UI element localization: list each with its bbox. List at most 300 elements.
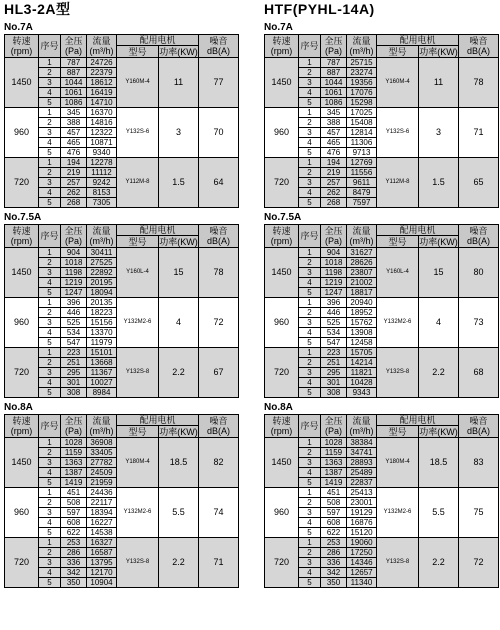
flow-cell: 20135	[87, 298, 117, 308]
noise-header-unit: dB(A)	[207, 236, 231, 246]
pressure-header-label: 全压	[64, 226, 83, 236]
seq-cell: 2	[39, 168, 61, 178]
flow-cell: 31627	[347, 248, 377, 258]
panel-title: HL3-2A型	[4, 1, 71, 17]
model-header-label: 型号	[388, 426, 407, 437]
pressure-cell: 1159	[61, 448, 87, 458]
pressure-cell: 301	[61, 378, 87, 388]
seq-header	[299, 225, 321, 248]
seq-cell: 2	[39, 448, 61, 458]
pressure-header-unit: (Pa)	[64, 46, 82, 56]
seq-cell: 4	[39, 568, 61, 578]
pressure-cell: 219	[61, 168, 87, 178]
motor-header-label: 配用电机	[139, 225, 176, 235]
speed-cell: 720	[265, 538, 299, 588]
speed-header-label: 转速	[272, 36, 291, 46]
seq-cell: 1	[39, 538, 61, 548]
seq-cell: 3	[299, 458, 321, 468]
seq-cell: 5	[39, 288, 61, 298]
speed-cell: 1450	[265, 438, 299, 488]
noise-cell: 83	[459, 438, 499, 488]
seq-cell: 1	[299, 158, 321, 168]
model-header	[377, 46, 419, 58]
model-cell: Y160L-4	[117, 248, 159, 298]
noise-cell: 71	[199, 538, 239, 588]
model-header-label: 型号	[128, 236, 147, 247]
flow-cell: 17025	[347, 108, 377, 118]
pressure-cell: 251	[321, 358, 347, 368]
pressure-header-unit: (Pa)	[64, 426, 82, 436]
pressure-cell: 446	[321, 308, 347, 318]
pressure-cell: 476	[61, 148, 87, 158]
power-cell: 18.5	[419, 438, 459, 488]
flow-cell: 22837	[347, 478, 377, 488]
flow-header	[347, 35, 377, 58]
seq-cell: 5	[299, 198, 321, 208]
seq-cell: 1	[299, 298, 321, 308]
seq-cell: 3	[39, 458, 61, 468]
flow-cell: 18094	[87, 288, 117, 298]
pressure-cell: 622	[321, 528, 347, 538]
seq-cell: 3	[39, 178, 61, 188]
noise-header-label: 噪音	[469, 36, 488, 46]
pressure-cell: 1419	[321, 478, 347, 488]
noise-header	[199, 415, 239, 438]
seq-cell: 2	[299, 448, 321, 458]
pressure-cell: 1086	[61, 98, 87, 108]
seq-cell: 5	[39, 148, 61, 158]
pressure-cell: 342	[321, 568, 347, 578]
flow-cell: 36908	[87, 438, 117, 448]
section-title: No.7.5A	[4, 212, 42, 223]
seq-cell: 5	[299, 98, 321, 108]
seq-cell: 1	[39, 248, 61, 258]
power-header-label: 功率(KW)	[159, 46, 198, 57]
flow-cell: 15408	[347, 118, 377, 128]
speed-cell: 720	[5, 348, 39, 398]
flow-cell: 23807	[347, 268, 377, 278]
pressure-header-unit: (Pa)	[64, 236, 82, 246]
flow-header-label: 流量	[92, 416, 111, 426]
flow-cell: 23001	[347, 498, 377, 508]
flow-cell: 7305	[87, 198, 117, 208]
flow-header	[87, 35, 117, 58]
pressure-cell: 887	[321, 68, 347, 78]
seq-cell: 4	[299, 278, 321, 288]
seq-cell: 4	[39, 378, 61, 388]
flow-cell: 21002	[347, 278, 377, 288]
power-header-label: 功率(KW)	[419, 46, 458, 57]
pressure-cell: 1247	[321, 288, 347, 298]
model-cell: Y132M2-6	[377, 488, 419, 538]
pressure-cell: 525	[61, 318, 87, 328]
model-cell: Y132M2-6	[117, 298, 159, 348]
seq-header	[39, 415, 61, 438]
pressure-cell: 342	[61, 568, 87, 578]
noise-cell: 82	[199, 438, 239, 488]
seq-cell: 4	[299, 378, 321, 388]
noise-header-unit: dB(A)	[467, 236, 491, 246]
power-cell: 2.2	[419, 538, 459, 588]
power-cell: 3	[159, 108, 199, 158]
model-header	[117, 236, 159, 248]
noise-cell: 77	[199, 58, 239, 108]
pressure-header	[321, 225, 347, 248]
pressure-cell: 1198	[61, 268, 87, 278]
noise-cell: 78	[199, 248, 239, 298]
seq-cell: 5	[299, 478, 321, 488]
model-cell: Y132M2-6	[377, 298, 419, 348]
seq-cell: 4	[39, 328, 61, 338]
flow-cell: 18394	[87, 508, 117, 518]
pressure-cell: 1028	[321, 438, 347, 448]
power-cell: 2.2	[419, 348, 459, 398]
seq-header-label: 序号	[40, 231, 59, 241]
seq-cell: 4	[39, 88, 61, 98]
motor-header	[117, 35, 199, 46]
flow-cell: 15101	[87, 348, 117, 358]
flow-cell: 11112	[87, 168, 117, 178]
seq-cell: 2	[39, 308, 61, 318]
seq-cell: 3	[299, 318, 321, 328]
flow-cell: 15120	[347, 528, 377, 538]
speed-header-label: 转速	[272, 226, 291, 236]
speed-header-label: 转速	[12, 226, 31, 236]
seq-cell: 2	[39, 258, 61, 268]
pressure-cell: 223	[61, 348, 87, 358]
model-header	[377, 426, 419, 438]
seq-header	[299, 415, 321, 438]
seq-cell: 4	[299, 468, 321, 478]
pressure-cell: 350	[61, 578, 87, 588]
seq-cell: 3	[299, 508, 321, 518]
pressure-cell: 525	[321, 318, 347, 328]
fan-section	[4, 22, 238, 208]
motor-header	[117, 415, 199, 426]
table-row	[5, 348, 239, 358]
flow-cell: 27782	[87, 458, 117, 468]
pressure-cell: 1363	[321, 458, 347, 468]
pressure-header-label: 全压	[324, 226, 343, 236]
seq-cell: 5	[299, 388, 321, 398]
flow-cell: 15762	[347, 318, 377, 328]
pressure-cell: 286	[321, 548, 347, 558]
power-cell: 5.5	[419, 488, 459, 538]
pressure-header-unit: (Pa)	[324, 236, 342, 246]
power-cell: 3	[419, 108, 459, 158]
flow-cell: 25489	[347, 468, 377, 478]
pressure-cell: 787	[321, 58, 347, 68]
seq-cell: 1	[299, 538, 321, 548]
model-cell: Y160L-4	[377, 248, 419, 298]
pressure-header	[321, 415, 347, 438]
seq-cell: 4	[39, 468, 61, 478]
flow-cell: 20195	[87, 278, 117, 288]
pressure-cell: 597	[321, 508, 347, 518]
pressure-cell: 286	[61, 548, 87, 558]
pressure-header	[61, 225, 87, 248]
speed-header	[265, 225, 299, 248]
seq-cell: 3	[299, 128, 321, 138]
noise-cell: 73	[459, 298, 499, 348]
flow-cell: 13795	[87, 558, 117, 568]
seq-cell: 4	[39, 138, 61, 148]
motor-header	[377, 225, 459, 236]
flow-cell: 15705	[347, 348, 377, 358]
power-header	[159, 426, 199, 438]
flow-cell: 16587	[87, 548, 117, 558]
flow-header-label: 流量	[92, 226, 111, 236]
seq-cell: 3	[299, 78, 321, 88]
power-header	[419, 46, 459, 58]
flow-cell: 28626	[347, 258, 377, 268]
flow-cell: 38384	[347, 438, 377, 448]
power-cell: 4	[159, 298, 199, 348]
pressure-cell: 904	[61, 248, 87, 258]
flow-cell: 23274	[347, 68, 377, 78]
seq-cell: 3	[299, 178, 321, 188]
speed-header-label: 转速	[12, 36, 31, 46]
flow-cell: 22379	[87, 68, 117, 78]
seq-cell: 5	[39, 528, 61, 538]
left-panel	[4, 0, 238, 588]
flow-cell: 24509	[87, 468, 117, 478]
table-row	[265, 158, 499, 168]
pressure-cell: 396	[321, 298, 347, 308]
noise-cell: 74	[199, 488, 239, 538]
table-row	[265, 248, 499, 258]
flow-cell: 11979	[87, 338, 117, 348]
flow-cell: 18223	[87, 308, 117, 318]
flow-cell: 9713	[347, 148, 377, 158]
noise-header	[459, 225, 499, 248]
pressure-cell: 1018	[61, 258, 87, 268]
seq-cell: 1	[299, 438, 321, 448]
header-row	[265, 225, 499, 236]
flow-cell: 27525	[87, 258, 117, 268]
seq-cell: 5	[39, 198, 61, 208]
flow-cell: 22117	[87, 498, 117, 508]
flow-cell: 8479	[347, 188, 377, 198]
header-row	[5, 225, 239, 236]
power-header	[419, 426, 459, 438]
flow-cell: 10871	[87, 138, 117, 148]
seq-header-label: 序号	[40, 421, 59, 431]
speed-header-unit: (rpm)	[10, 236, 33, 246]
pressure-cell: 904	[321, 248, 347, 258]
seq-cell: 2	[299, 548, 321, 558]
flow-cell: 16419	[87, 88, 117, 98]
seq-cell: 4	[39, 278, 61, 288]
pressure-cell: 1387	[321, 468, 347, 478]
seq-cell: 5	[299, 338, 321, 348]
seq-cell: 5	[299, 148, 321, 158]
flow-header	[347, 225, 377, 248]
seq-header	[39, 35, 61, 58]
noise-header-unit: dB(A)	[467, 426, 491, 436]
flow-header-unit: (m³/h)	[349, 236, 374, 246]
flow-cell: 28893	[347, 458, 377, 468]
pressure-cell: 1018	[321, 258, 347, 268]
noise-header	[199, 35, 239, 58]
model-header	[377, 236, 419, 248]
flow-cell: 13908	[347, 328, 377, 338]
speed-header-label: 转速	[12, 416, 31, 426]
table-row	[5, 248, 239, 258]
header-row	[5, 415, 239, 426]
seq-header-label: 序号	[300, 421, 319, 431]
flow-cell: 12657	[347, 568, 377, 578]
noise-cell: 65	[459, 158, 499, 208]
seq-cell: 3	[299, 368, 321, 378]
motor-header-label: 配用电机	[139, 415, 176, 425]
motor-header-label: 配用电机	[139, 35, 176, 45]
flow-cell: 15156	[87, 318, 117, 328]
seq-cell: 4	[299, 518, 321, 528]
pressure-cell: 396	[61, 298, 87, 308]
flow-cell: 16370	[87, 108, 117, 118]
seq-cell: 2	[299, 258, 321, 268]
model-cell: Y112M-8	[377, 158, 419, 208]
flow-cell: 9611	[347, 178, 377, 188]
flow-cell: 12458	[347, 338, 377, 348]
flow-cell: 22892	[87, 268, 117, 278]
flow-cell: 16876	[347, 518, 377, 528]
pressure-cell: 1363	[61, 458, 87, 468]
flow-cell: 11556	[347, 168, 377, 178]
pressure-cell: 1219	[61, 278, 87, 288]
pressure-cell: 295	[61, 368, 87, 378]
pressure-cell: 308	[321, 388, 347, 398]
seq-cell: 3	[39, 318, 61, 328]
motor-header-label: 配用电机	[399, 35, 436, 45]
pressure-cell: 597	[61, 508, 87, 518]
flow-cell: 7597	[347, 198, 377, 208]
noise-header-unit: dB(A)	[207, 426, 231, 436]
seq-cell: 5	[299, 578, 321, 588]
flow-cell: 30411	[87, 248, 117, 258]
speed-cell: 960	[265, 108, 299, 158]
seq-cell: 2	[39, 68, 61, 78]
pressure-header-label: 全压	[64, 36, 83, 46]
power-cell: 1.5	[159, 158, 199, 208]
section-title: No.8A	[264, 402, 293, 413]
pressure-header	[321, 35, 347, 58]
flow-cell: 25715	[347, 58, 377, 68]
noise-header-label: 噪音	[209, 226, 228, 236]
pressure-cell: 457	[321, 128, 347, 138]
speed-cell: 1450	[5, 248, 39, 298]
pressure-cell: 262	[321, 188, 347, 198]
model-cell: Y132S-8	[377, 348, 419, 398]
flow-cell: 20940	[347, 298, 377, 308]
right-panel	[264, 0, 498, 588]
section-title: No.7A	[264, 22, 293, 33]
flow-cell: 11340	[347, 578, 377, 588]
flow-header-label: 流量	[352, 226, 371, 236]
seq-cell: 2	[39, 358, 61, 368]
flow-header-label: 流量	[92, 36, 111, 46]
power-cell: 5.5	[159, 488, 199, 538]
power-header-label: 功率(KW)	[419, 426, 458, 437]
seq-cell: 5	[39, 478, 61, 488]
pressure-cell: 262	[61, 188, 87, 198]
pressure-cell: 295	[321, 368, 347, 378]
pressure-cell: 457	[61, 128, 87, 138]
table-row	[5, 488, 239, 498]
power-cell: 4	[419, 298, 459, 348]
noise-header	[459, 35, 499, 58]
flow-cell: 12170	[87, 568, 117, 578]
power-cell: 15	[159, 248, 199, 298]
noise-cell: 64	[199, 158, 239, 208]
pressure-header-label: 全压	[324, 416, 343, 426]
fan-section	[4, 212, 238, 398]
seq-cell: 1	[39, 438, 61, 448]
pressure-cell: 451	[321, 488, 347, 498]
pressure-cell: 508	[61, 498, 87, 508]
model-cell: Y160M-4	[117, 58, 159, 108]
noise-cell: 72	[459, 538, 499, 588]
seq-cell: 1	[39, 58, 61, 68]
seq-cell: 2	[299, 308, 321, 318]
speed-header-unit: (rpm)	[10, 46, 33, 56]
seq-cell: 5	[39, 578, 61, 588]
flow-header	[87, 415, 117, 438]
fan-table	[264, 34, 499, 208]
table-row	[265, 488, 499, 498]
pressure-cell: 1044	[321, 78, 347, 88]
fan-section	[264, 22, 498, 208]
seq-cell: 2	[299, 118, 321, 128]
pressure-cell: 268	[61, 198, 87, 208]
speed-cell: 1450	[265, 58, 299, 108]
flow-cell: 8984	[87, 388, 117, 398]
seq-cell: 4	[299, 138, 321, 148]
section-title: No.7.5A	[264, 212, 302, 223]
noise-header	[459, 415, 499, 438]
flow-header-unit: (m³/h)	[89, 236, 114, 246]
model-header-label: 型号	[128, 46, 147, 57]
noise-cell: 72	[199, 298, 239, 348]
speed-cell: 960	[5, 488, 39, 538]
power-cell: 18.5	[159, 438, 199, 488]
flow-cell: 9343	[347, 388, 377, 398]
seq-header	[299, 35, 321, 58]
flow-header	[87, 225, 117, 248]
model-header	[117, 46, 159, 58]
flow-cell: 19060	[347, 538, 377, 548]
flow-cell: 18612	[87, 78, 117, 88]
motor-header-label: 配用电机	[399, 225, 436, 235]
pressure-cell: 251	[61, 358, 87, 368]
flow-header	[347, 415, 377, 438]
pressure-cell: 308	[61, 388, 87, 398]
seq-cell: 3	[39, 558, 61, 568]
panel-title: HTF(PYHL-14A)	[264, 1, 375, 17]
motor-header-label: 配用电机	[399, 415, 436, 425]
speed-cell: 720	[265, 348, 299, 398]
speed-cell: 720	[5, 538, 39, 588]
pressure-cell: 345	[321, 108, 347, 118]
seq-header	[39, 225, 61, 248]
pressure-cell: 1247	[61, 288, 87, 298]
noise-cell: 80	[459, 248, 499, 298]
pressure-cell: 223	[321, 348, 347, 358]
section-title: No.7A	[4, 22, 33, 33]
speed-cell: 720	[265, 158, 299, 208]
pressure-cell: 257	[61, 178, 87, 188]
